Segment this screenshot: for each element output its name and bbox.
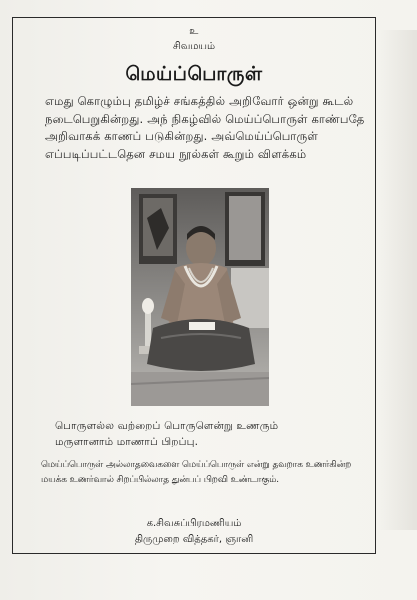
page-title: மெய்ப்பொருள் <box>125 63 263 85</box>
couplet-explanation <box>41 458 371 488</box>
page-shadow <box>377 30 417 530</box>
paragraph-line: அறிவாகக் காணப் படுகின்றது. அவ்மெய்ப்பொருள் <box>45 129 318 143</box>
page-heading: சிவமயம் <box>172 41 216 52</box>
pillaiyar-suli-mark: உ <box>189 26 199 37</box>
couplet-line: மருளானாம் மாணாப் பிறப்பு. <box>55 436 199 448</box>
author-signature <box>13 516 375 548</box>
paragraph-line: நடைபெறுகின்றது. அந் நிகழ்வில் மெய்ப்பொருள் காண்பதே <box>45 111 365 126</box>
author-name: க.சிவசுப்பிரமணியம் <box>146 518 242 529</box>
explanation-line: மெய்ப்பொருள் அல்லாதவைகளை மெய்ப்பொருள் என்று தவறாக உணர்கின்ற <box>41 460 352 470</box>
couplet-line: பொருளல்ல வற்றைப் பொருளென்று உணரும் <box>55 420 279 432</box>
intro-paragraph <box>45 93 375 163</box>
author-photo <box>131 188 269 406</box>
paragraph-line: எப்படிப்பட்டதென சமய நூல்கள் கூறும் விளக்கம் <box>45 146 307 161</box>
thirukkural-couplet <box>55 418 355 450</box>
author-title: திருமுறை வித்தகர், ஞானி <box>134 534 254 545</box>
page-border <box>12 17 376 554</box>
explanation-line: மயக்க உணர்வால் சிறப்பில்லாத துன்பப் பிறவி உண்டாகும். <box>41 475 280 485</box>
paragraph-line: எமது கொழும்பு தமிழ்ச் சங்கத்தில் அறிவோர் ஒன்று கூடல் <box>45 94 354 108</box>
